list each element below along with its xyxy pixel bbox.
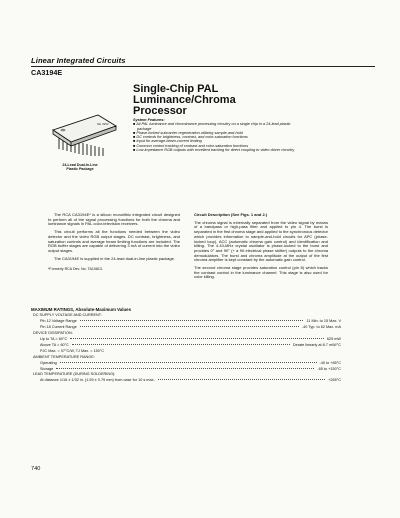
ratings-heading: MAXIMUM RATINGS, Absolute-Maximum Values (31, 307, 132, 312)
part-number: CA3194E (31, 68, 63, 77)
leader-dots (80, 326, 299, 327)
rating-label: AMBIENT TEMPERATURE RANGE: (33, 354, 95, 359)
ratings-table (31, 313, 341, 384)
rating-value: -40 to +85°C (319, 360, 341, 365)
description-paragraph: This circuit performs all the functions needed between the video detector and the video RGB output stages. DC contrast, brightness, and saturation controls and average beam limiting functions are included. The RGB buffer stages are capable of delivering 3 mA of current into the video output stages. (48, 229, 180, 253)
leader-dots (56, 368, 314, 369)
title-line-2: Luminance/Chroma (133, 94, 236, 106)
pin-label: NE 3952 (97, 122, 109, 126)
rating-label: DC SUPPLY VOLTAGE AND CURRENT: (33, 312, 102, 317)
circuit-heading: Circuit Description (See Figs. 1 and 2.) (194, 212, 268, 217)
feature-item: ■ Low-impedance RGB outputs with excellent tracking for direct coupling to video driver circuitry (133, 148, 295, 153)
leader-dots (158, 379, 326, 380)
rating-value: -40 Typ. to 62 Max. mA (301, 324, 341, 329)
rating-label: Above TA = 60°C (40, 342, 69, 347)
description-column (48, 213, 180, 264)
leader-dots (60, 362, 317, 363)
package-caption-line-1: 24-Lead Dual-In-Line (62, 163, 98, 167)
package-caption (48, 163, 112, 172)
features-heading: System Features: (133, 118, 165, 122)
circuit-description-column (194, 213, 328, 283)
rating-label: PJC Max. = 97°C/W, TJ Max. = 150°C (40, 348, 105, 353)
description-paragraph: The CA3194E is supplied in the 24-lead dual-in-line plastic package. (54, 255, 175, 261)
rating-label: DEVICE DISSIPATION: (33, 330, 73, 335)
rating-label: At distance 1/16 ± 1/32 in. (1.59 ± 0.79 mm) from case for 10 s max. (40, 378, 155, 383)
header-rule (31, 66, 375, 67)
leader-dots (72, 344, 290, 345)
feature-item: ■ All PAL luminance and chrominance processing circuitry on a single chip in a 24-lead plastic package (133, 122, 291, 131)
rating-value: 11 Min. to 15 Max. V (306, 318, 341, 323)
page-number: 740 (31, 466, 41, 472)
product-title (133, 84, 283, 117)
rating-label: LEAD TEMPERATURE (DURING SOLDERING): (33, 372, 116, 377)
feature-item: ■ DC controls for brightness, contrast, and color-saturation functions (133, 135, 248, 140)
rating-value: -65 to +150°C (317, 366, 341, 371)
chip-icon (50, 112, 118, 156)
rating-label: Up to TA = 60°C (40, 336, 68, 341)
rating-label: Storage (40, 366, 54, 371)
description-paragraph: The RCA CA3194E* is a silicon monolithic integrated circuit designed to perform all of the signal processing functions for both the chroma and luminance signals in PAL color-television receivers. (48, 212, 180, 227)
rating-label: Operating (40, 360, 57, 365)
feature-item: ■ Phase-locked subcarrier regeneration utilizing sample-and-hold (133, 130, 243, 135)
leader-dots (70, 338, 324, 339)
rating-value: 625 mW (326, 336, 341, 341)
footnote: *Formerly RCA Dev. No. TA10813. (48, 267, 103, 271)
dip-package-illustration (50, 112, 118, 156)
feature-item: ■ Common control tracking of contrast and color-saturation functions (133, 143, 249, 148)
title-line-3: Processor (133, 105, 187, 117)
rating-row (31, 378, 341, 384)
maximum-ratings (31, 307, 341, 384)
rating-value: Derate linearly at 8.7 mW/°C (292, 342, 341, 347)
circuit-paragraph: The chroma signal is externally separated from the video signal by means of a bandpass or high-pass filter and applied to pin 4. The burst is separated in the first chroma stage and applied to the synchronous detector which provides information to sample-and-hold circuits for APC (phase-locked loop), ACC (automatic chroma gain control) and identification and killing. The 4.43-MHz crystal oscillator is phase-locked to the burst and provides 0° and 90° (+ a 90 electrical phase shifter) outputs to the chroma demodulators. The burst and chroma amplitude at the output of the first chroma amplifier is kept constant by the automatic gain control. (194, 219, 328, 263)
feature-item: ■ Input for average-beam-current limiting (133, 139, 202, 144)
circuit-paragraph: The second chroma stage provides saturation control (pin 8) which tracks the contrast control in the luminance channel. This stage is also used for color killing. (194, 265, 328, 280)
rating-label: Pin 18 Current Range (40, 324, 77, 329)
title-line-1: Single-Chip PAL (133, 83, 219, 95)
rating-label: Pin 12 Voltage Range (40, 318, 77, 323)
series-header: Linear Integrated Circuits (31, 56, 126, 65)
system-features (133, 118, 301, 152)
rating-value: +265°C (328, 378, 341, 383)
package-caption-line-2: Plastic Package (66, 167, 94, 172)
leader-dots (80, 320, 304, 321)
